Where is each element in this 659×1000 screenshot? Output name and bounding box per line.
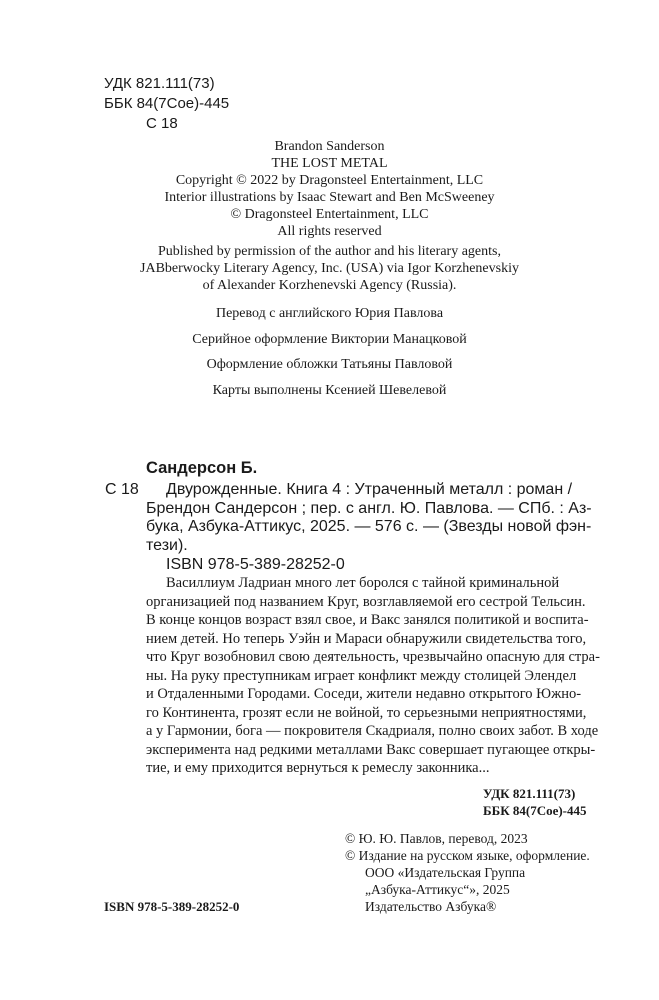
book-annotation [146, 574, 600, 778]
permission-notice [0, 243, 659, 294]
annotation-line: что Круг возобновил свою деятельность, чрезвычайно опасную для стра- [146, 649, 600, 665]
maps-credit: Карты выполнены Ксенией Шевелевой [212, 383, 447, 398]
catalog-title-line: тези). [146, 536, 188, 554]
udk-block [104, 74, 229, 134]
catalog-isbn: ISBN 978-5-389-28252-0 [166, 556, 345, 573]
edition-copyright: © Издание на русском языке, оформление. [345, 848, 590, 863]
annotation-line: а у Гармонии, бога — покровителя Скадриаля, полно своих забот. В ходе [146, 723, 599, 739]
permission-line: JABberwocky Literary Agency, Inc. (USA) via Igor Korzhenevskiy [140, 261, 519, 276]
catalog-author: Сандерсон Б. [146, 459, 258, 477]
illustrations-line: Interior illustrations by Isaac Stewart and Ben McSweeney [164, 190, 495, 205]
annotation-line: ны. На руку преступникам играет конфликт между столицей Элендел [146, 667, 577, 684]
publisher-group: ООО «Издательская Группа [365, 865, 526, 880]
cover-design-credit: Оформление обложки Татьяны Павловой [206, 357, 453, 372]
annotation-line: эксперимента над редкими металлами Вакс совершает пугающее откры- [146, 741, 596, 758]
illustrations-copyright: © Dragonsteel Entertainment, LLC [230, 207, 429, 222]
rights-reserved: All rights reserved [277, 224, 382, 239]
annotation-line: и Отдаленными Городами. Соседи, жители недавно открытого Южно- [146, 686, 582, 702]
original-author: Brandon Sanderson [274, 139, 385, 154]
author-mark: С 18 [146, 115, 178, 132]
catalog-title-line: бука, Азбука-Аттикус, 2025. — 576 с. — (Звезды новой фэн- [146, 518, 592, 535]
bbk-code: ББК 84(7Сое)-445 [104, 95, 230, 112]
footer-isbn: ISBN 978-5-389-28252-0 [104, 899, 240, 914]
card-udk-block [483, 785, 587, 819]
original-title: THE LOST METAL [271, 156, 388, 171]
permission-line: of Alexander Korzhenevski Agency (Russia). [202, 278, 457, 293]
annotation-line: В конце концов возраст взял свое, и Вакс занялся политикой и воспита- [146, 612, 589, 628]
catalog-title [146, 481, 592, 555]
russian-copyright [345, 830, 590, 915]
udk-code: УДК 821.111(73) [104, 75, 215, 92]
series-design-credit: Серийное оформление Виктории Манацковой [192, 332, 467, 347]
copyright-line: Copyright © 2022 by Dragonsteel Entertainment, LLC [175, 173, 484, 188]
annotation-line: го Континента, грозят если не войной, то серьезными неприятностями, [146, 704, 587, 721]
translation-credit: Перевод с английского Юрия Павлова [215, 306, 444, 321]
catalog-title-line: Брендон Сандерсон ; пер. с англ. Ю. Павлова. — СПб. : Аз- [146, 499, 592, 517]
annotation-line: организацией под названием Круг, возглавляемой его сестрой Тельсин. [146, 593, 586, 610]
original-credits [0, 138, 659, 240]
annotation-line: тие, и ему приходится вернуться к ремеслу законника... [146, 760, 490, 776]
publisher-imprint: Издательство Азбука® [365, 899, 497, 914]
annotation-line: нием детей. Но теперь Уэйн и Мараси обнаружили свидетельства того, [146, 630, 587, 647]
card-bbk: ББК 84(7Сое)-445 [483, 803, 587, 818]
catalog-title-line: Двурожденные. Книга 4 : Утраченный металл : роман / [166, 481, 573, 498]
permission-line: Published by permission of the author and his literary agents, [158, 244, 501, 259]
translation-copyright: © Ю. Ю. Павлов, перевод, 2023 [345, 831, 528, 846]
card-udk: УДК 821.111(73) [483, 786, 576, 801]
publisher-name: „Азбука-Аттикус“», 2025 [365, 882, 510, 897]
catalog-code: С 18 [105, 481, 139, 498]
annotation-line: Василлиум Ладриан много лет боролся с тайной криминальной [166, 575, 560, 591]
